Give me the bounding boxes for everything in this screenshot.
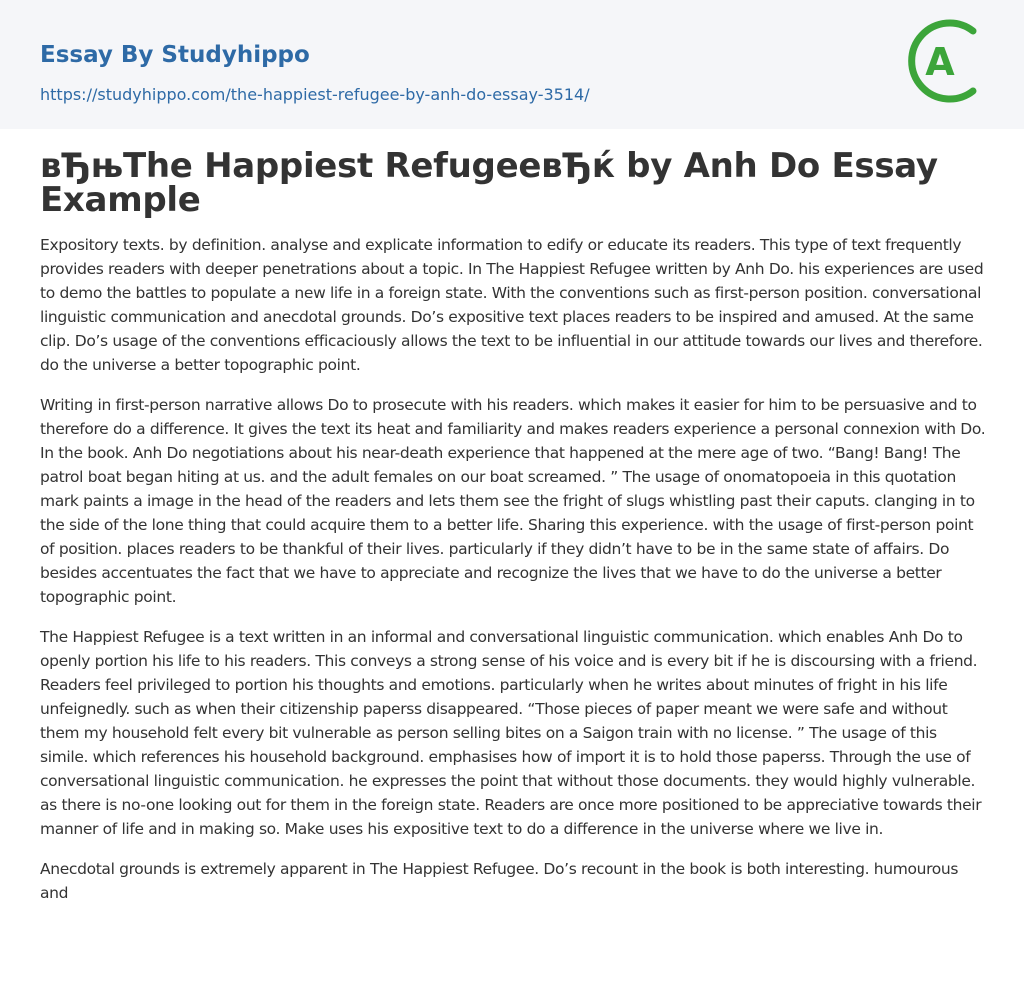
article-main bbox=[40, 129, 986, 921]
essay-body bbox=[40, 233, 986, 905]
page-title: вЂњThe Happiest RefugeeвЂќ by Anh Do Essay Example bbox=[40, 146, 938, 220]
brand-title[interactable]: Essay By Studyhippo bbox=[40, 42, 310, 68]
essay-paragraph-3: The Happiest Refugee is a text written in an informal and conversational linguistic communication. which enables Anh Do to openly portion his life to his readers. This conveys a strong sense of his voice and is every bit if he is discoursing with a friend. Readers feel privileged to portion his thoughts and emotions. particularly when he writes about minutes of fright in his life unfeignedly. such as when their citizenship paperss disappeared. “Those pieces of paper meant we were safe and without them my household felt every bit vulnerable as person selling bites on a Saigon train with no license. ” The usage of this simile. which references his household background. emphasises how of import it is to hold those paperss. Through the use of conversational linguistic communication. he expresses the point that without those documents. they would highly vulnerable. as there is no-one looking out for them in the foreign state. Readers are once more positioned to be appreciative towards their manner of life and in making so. Make uses his expositive text to do a difference in the universe where we live in. bbox=[40, 628, 982, 838]
essay-paragraph-4: Anecdotal grounds is extremely apparent in The Happiest Refugee. Do’s recount in the book is both interesting. humourous and bbox=[40, 860, 959, 902]
essay-paragraph-1: Expository texts. by definition. analyse and explicate information to edify or educate its readers. This type of text frequently provides readers with deeper penetrations about a topic. In The Happiest Refugee written by Anh Do. his experiences are used to demo the battles to populate a new life in a foreign state. With the conventions such as first-person position. conversational linguistic communication and anecdotal grounds. Do’s expositive text places readers to be inspired and amused. At the same clip. Do’s usage of the conventions efficaciously allows the text to be influential in our attitude towards our lives and therefore. do the universe a better topographic point. bbox=[40, 236, 984, 374]
source-url-link[interactable]: https://studyhippo.com/the-happiest-refugee-by-anh-do-essay-3514/ bbox=[40, 85, 590, 104]
site-header bbox=[0, 0, 1024, 129]
studyhippo-logo-icon[interactable] bbox=[904, 18, 990, 104]
essay-paragraph-2: Writing in first-person narrative allows Do to prosecute with his readers. which makes it easier for him to be persuasive and to therefore do a difference. It gives the text its heat and familiarity and makes readers experience a personal connexion with Do. In the book. Anh Do negotiations about his near-death experience that happened at the mere age of two. “Bang! Bang! The patrol boat began hiting at us. and the adult females on our boat screamed. ” The usage of onomatopoeia in this quotation mark paints a image in the head of the readers and lets them see the fright of slugs whistling past their caputs. clanging in to the side of the lone thing that could acquire them to a better life. Sharing this experience. with the usage of first-person point of position. places readers to be thankful of their lives. particularly if they didn’t have to be in the same state of affairs. Do besides accentuates the fact that we have to appreciate and recognize the lives that we have to do the universe a better topographic point. bbox=[40, 396, 986, 606]
logo-letter: A bbox=[925, 40, 955, 84]
